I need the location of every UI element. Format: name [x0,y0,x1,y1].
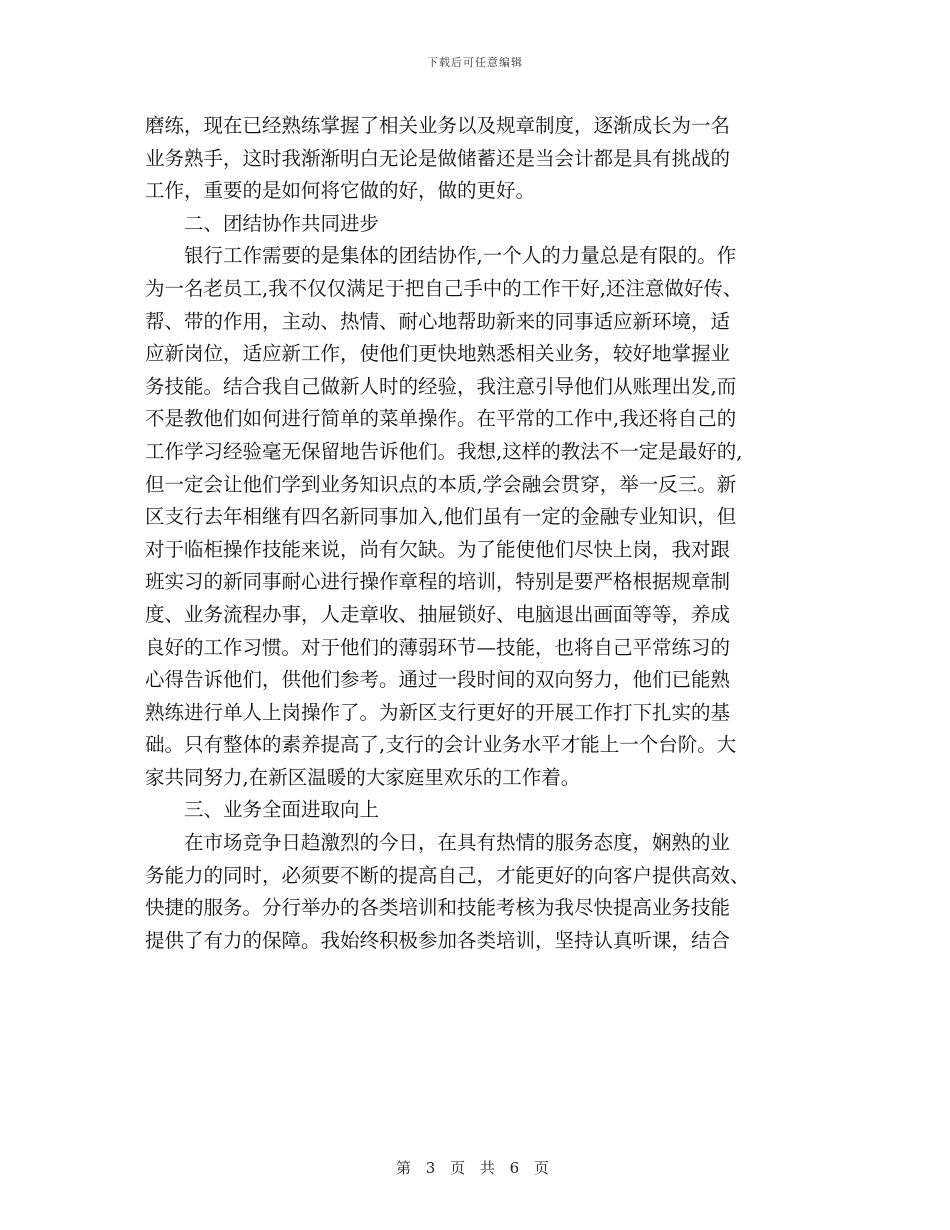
page-number-footer: 第 3 页 共 6 页 [396,1159,554,1177]
section-heading: 三、业务全面进取向上 [145,798,380,822]
text-line: 在市场竞争日趋激烈的今日，在具有热情的服务态度，娴熟的业 [145,831,731,855]
text-line: 为一名老员工,我不仅仅满足于把自己手中的工作干好,还注意做好传、 [145,276,743,300]
text-line: 家共同努力,在新区温暖的大家庭里欢乐的工作着。 [145,765,581,789]
text-line: 工作学习经验毫无保留地告诉他们。我想,这样的教法不一定是最好的, [145,439,743,463]
text-line: 快捷的服务。分行举办的各类培训和技能考核为我尽快提高业务技能 [145,896,731,920]
text-line: 务能力的同时，必须要不断的提高自己，才能更好的向客户提供高效、 [145,863,750,887]
text-line: 班实习的新同事耐心进行操作章程的培训，特别是要严格根据规章制 [145,570,731,594]
text-line: 务技能。结合我自己做新人时的经验，我注意引导他们从账理出发,而 [145,374,737,398]
page-header: 下载后可任意编辑 [427,56,523,69]
text-line: 银行工作需要的是集体的团结协作,一个人的力量总是有限的。作 [145,244,737,268]
text-line: 帮、带的作用，主动、热情、耐心地帮助新来的同事适应新环境，适 [145,309,731,333]
text-line: 对于临柜操作技能来说，尚有欠缺。为了能使他们尽快上岗，我对跟 [145,537,731,561]
text-line: 良好的工作习惯。对于他们的薄弱环节—技能，也将自己平常练习的 [145,635,731,659]
text-line: 但一定会让他们学到业务知识点的本质,学会融会贯穿，举一反三。新 [145,472,737,496]
text-line: 提供了有力的保障。我始终积极参加各类培训，坚持认真听课，结合 [145,928,731,952]
text-line: 不是教他们如何进行简单的菜单操作。在平常的工作中,我还将自己的 [145,407,737,431]
text-line: 工作，重要的是如何将它做的好，做的更好。 [145,179,536,203]
text-line: 应新岗位，适应新工作，使他们更快地熟悉相关业务，较好地掌握业 [145,342,731,366]
document-body [145,110,805,957]
text-line: 度、业务流程办事，人走章收、抽屉锁好、电脑退出画面等等，养成 [145,602,731,626]
section-heading: 二、团结协作共同进步 [145,211,380,235]
text-line: 熟练进行单人上岗操作了。为新区支行更好的开展工作打下扎实的基 [145,700,731,724]
text-line: 心得告诉他们，供他们参考。通过一段时间的双向努力，他们已能熟 [145,668,731,692]
text-line: 础。只有整体的素养提高了,支行的会计业务水平才能上一个台阶。大 [145,733,737,757]
text-line: 业务熟手，这时我渐渐明白无论是做储蓄还是当会计都是具有挑战的 [145,146,731,170]
text-line: 磨练，现在已经熟练掌握了相关业务以及规章制度，逐渐成长为一名 [145,114,731,137]
text-line: 区支行去年相继有四名新同事加入,他们虽有一定的金融专业知识，但 [145,505,737,529]
